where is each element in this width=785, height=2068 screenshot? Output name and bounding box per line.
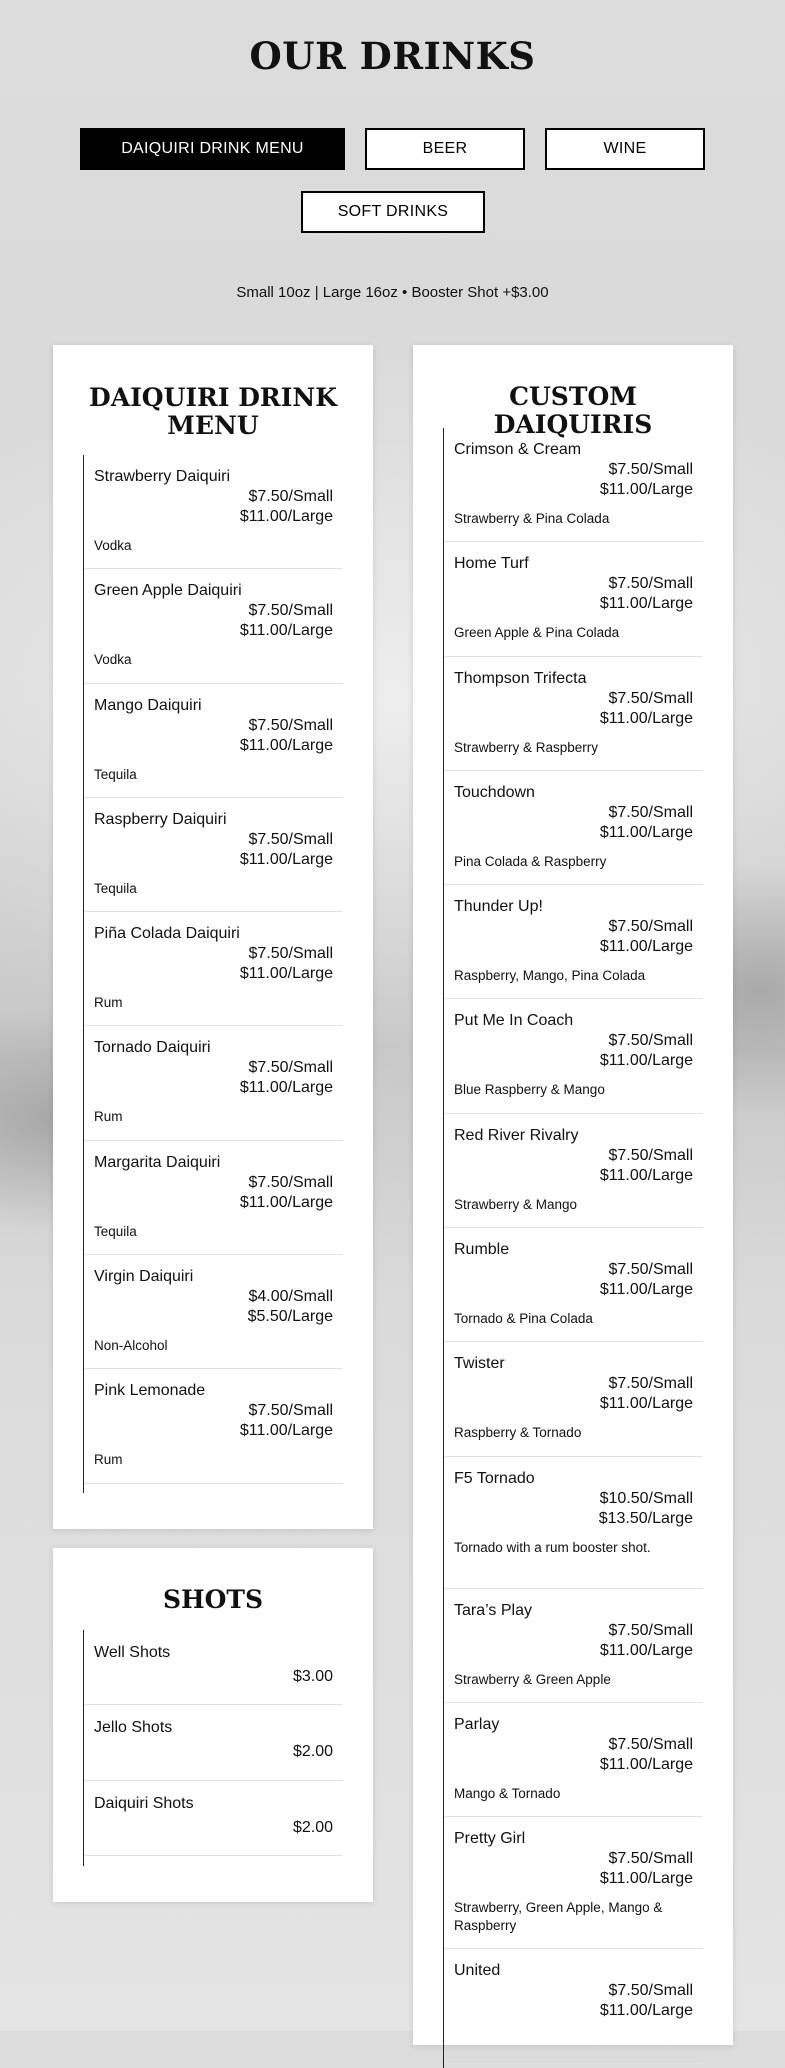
menu-item-price-small: $7.50/Small [608, 1146, 693, 1164]
menu-item-name: Pink Lemonade [94, 1382, 206, 1400]
menu-item-price-large: $11.00/Large [599, 709, 693, 727]
menu-item [444, 1342, 703, 1456]
shots-card [53, 1548, 373, 1902]
menu-item [444, 657, 703, 771]
shots-title: SHOTS [162, 1585, 264, 1614]
custom-daiquiris-card [413, 345, 733, 2045]
size-note: Small 10oz | Large 16oz • Booster Shot +$3.00 [236, 284, 549, 301]
menu-item-price-large: $11.00/Large [599, 1870, 693, 1888]
menu-item [84, 798, 343, 912]
menu-item-description: Tequila [94, 1223, 137, 1239]
menu-item-description: Mango & Tornado [454, 1785, 561, 1801]
menu-item-price-small: $7.50/Small [608, 918, 693, 936]
menu-item-name: Crimson & Cream [454, 441, 582, 458]
menu-item-price-small: $7.50/Small [608, 1982, 693, 2000]
menu-item-name: Touchdown [454, 783, 535, 801]
menu-item-description: Rum [94, 1452, 123, 1468]
menu-item-price-large: $11.00/Large [239, 736, 333, 754]
menu-item-price-large: $11.00/Large [239, 850, 333, 868]
menu-item [84, 1255, 343, 1369]
menu-item-price-large: $11.00/Large [599, 1395, 693, 1413]
menu-item-price-small: $7.50/Small [608, 1261, 693, 1279]
menu-item-name: Margarita Daiquiri [94, 1153, 221, 1171]
menu-item-description: Tornado with a rum booster shot. [454, 1539, 651, 1555]
menu-item-price: $2.00 [292, 1743, 333, 1761]
menu-item-name: Virgin Daiquiri [94, 1268, 194, 1286]
menu-item-price-large: $11.00/Large [239, 622, 333, 640]
tab-daiquiri-drink-menu[interactable]: DAIQUIRI DRINK MENU [80, 128, 345, 170]
menu-item-price-large: $11.00/Large [239, 1079, 333, 1097]
menu-item [84, 1141, 343, 1255]
menu-item [84, 1026, 343, 1140]
menu-item-name: Raspberry Daiquiri [94, 810, 227, 828]
menu-item [84, 569, 343, 683]
menu-item-description: Strawberry & Mango [454, 1196, 578, 1212]
menu-item-price-large: $13.50/Large [598, 1509, 693, 1527]
menu-item-price-small: $4.00/Small [248, 1288, 333, 1306]
menu-item-price-small: $7.50/Small [608, 1850, 693, 1868]
menu-item-name: Green Apple Daiquiri [94, 582, 242, 600]
menu-item [444, 1703, 703, 1817]
menu-item-description: Strawberry & Pina Colada [454, 511, 610, 526]
menu-item-price-large: $11.00/Large [599, 1281, 693, 1299]
menu-item-price-small: $7.50/Small [608, 1032, 693, 1050]
tab-soft-drinks[interactable]: SOFT DRINKS [301, 191, 485, 233]
menu-item-description: Rum [94, 1109, 123, 1125]
menu-item-price-small: $7.50/Small [608, 1621, 693, 1639]
menu-item-price-large: $11.00/Large [599, 1755, 693, 1773]
tab-wine[interactable]: WINE [545, 128, 705, 170]
menu-item-name: Twister [454, 1355, 505, 1373]
menu-item-price-large: $11.00/Large [599, 938, 693, 956]
menu-item-description: Strawberry & Raspberry [454, 739, 599, 755]
menu-item-price-small: $7.50/Small [248, 1173, 333, 1191]
menu-item-name: Tornado Daiquiri [94, 1039, 211, 1057]
menu-item-price-small: $7.50/Small [608, 803, 693, 821]
menu-item-price-large: $11.00/Large [239, 508, 333, 525]
menu-item [444, 1114, 703, 1228]
menu-item-name: Thunder Up! [454, 898, 543, 916]
menu-item-description: Blue Raspberry & Mango [454, 1082, 605, 1098]
menu-item-description: Raspberry & Tornado [454, 1425, 582, 1441]
menu-item-name: Home Turf [454, 555, 529, 573]
menu-item [84, 684, 343, 798]
menu-item [84, 1630, 343, 1705]
menu-item-name: Pretty Girl [454, 1830, 526, 1848]
custom-daiquiris-title: CUSTOM DAIQUIRIS [493, 382, 653, 439]
menu-item [444, 1457, 703, 1589]
menu-item-price-small: $7.50/Small [248, 602, 333, 620]
menu-item-description: Strawberry, Green Apple, Mango & Raspberry [454, 1900, 663, 1934]
menu-item-price-small: $7.50/Small [608, 1735, 693, 1753]
menu-item-price-small: $7.50/Small [608, 575, 693, 593]
menu-item-name: Strawberry Daiquiri [94, 468, 231, 485]
menu-item [84, 455, 343, 569]
menu-item [444, 1589, 703, 1703]
daiquiri-menu-title: DAIQUIRI DRINK MENU [89, 383, 337, 440]
menu-item-price-large: $11.00/Large [599, 2002, 693, 2020]
menu-item-description: Rum [94, 995, 123, 1011]
menu-item-price-small: $7.50/Small [248, 1059, 333, 1077]
menu-item-description: Vodka [94, 538, 132, 553]
daiquiri-menu-card [53, 345, 373, 1529]
menu-item [444, 1228, 703, 1342]
menu-item-price-small: $7.50/Small [248, 830, 333, 848]
menu-item-name: Rumble [454, 1241, 510, 1259]
menu-item-description: Tequila [94, 880, 137, 896]
menu-item-description: Strawberry & Green Apple [454, 1671, 611, 1687]
menu-item-price: $3.00 [292, 1668, 333, 1685]
menu-item-price-large: $11.00/Large [239, 965, 333, 983]
menu-item-name: Jello Shots [94, 1719, 173, 1737]
menu-item-description: Vodka [94, 652, 132, 668]
menu-item [84, 1705, 343, 1780]
menu-item-price-large: $11.00/Large [599, 595, 693, 613]
menu-item-name: Parlay [454, 1715, 500, 1733]
menu-item-description: Green Apple & Pina Colada [454, 625, 620, 641]
menu-item-price-large: $11.00/Large [599, 1641, 693, 1659]
page-title: OUR DRINKS [249, 34, 536, 78]
menu-item-price-small: $7.50/Small [248, 716, 333, 734]
menu-item-name: Thompson Trifecta [454, 669, 587, 687]
menu-item-price-small: $7.50/Small [248, 945, 333, 963]
menu-item [444, 885, 703, 999]
menu-item-price-large: $11.00/Large [599, 481, 693, 498]
menu-item-name: Mango Daiquiri [94, 696, 202, 714]
menu-item-price-large: $11.00/Large [239, 1193, 333, 1211]
menu-item [444, 1817, 703, 1949]
menu-item-price-large: $11.00/Large [599, 1052, 693, 1070]
menu-item [444, 1949, 703, 2063]
menu-item [444, 771, 703, 885]
menu-item-price-small: $7.50/Small [248, 488, 333, 505]
menu-item [84, 1781, 343, 1856]
menu-item-price-large: $11.00/Large [599, 823, 693, 841]
menu-item-description: Raspberry, Mango, Pina Colada [454, 968, 646, 984]
menu-item-description: Tornado & Pina Colada [454, 1311, 593, 1327]
menu-item-price-small: $7.50/Small [608, 461, 693, 478]
menu-item-name: Tara’s Play [454, 1601, 532, 1619]
menu-item-name: Daiquiri Shots [94, 1794, 194, 1812]
menu-item-description: Non-Alcohol [94, 1338, 168, 1354]
menu-item-price-small: $7.50/Small [608, 1375, 693, 1393]
menu-item-price: $2.00 [292, 1818, 333, 1836]
menu-item [444, 428, 703, 542]
menu-item-price-large: $5.50/Large [247, 1308, 333, 1326]
menu-item [444, 542, 703, 656]
menu-item-name: Piña Colada Daiquiri [94, 925, 240, 943]
shots-list [83, 1630, 343, 1866]
menu-item-description [454, 2031, 693, 2043]
menu-item-name: Well Shots [94, 1644, 171, 1661]
menu-item-price-small: $7.50/Small [608, 689, 693, 707]
menu-item [84, 912, 343, 1026]
menu-item-name: Put Me In Coach [454, 1012, 574, 1030]
custom-daiquiris-list [443, 428, 703, 2068]
menu-item-name: United [454, 1962, 501, 1980]
menu-item-price-small: $10.50/Small [599, 1489, 693, 1507]
menu-item-name: Red River Rivalry [454, 1126, 579, 1144]
menu-item-price-large: $11.00/Large [599, 1166, 693, 1184]
menu-item-price-large: $11.00/Large [239, 1422, 333, 1440]
menu-item [84, 1369, 343, 1483]
menu-item-name: F5 Tornado [454, 1469, 535, 1487]
menu-item-price-small: $7.50/Small [248, 1402, 333, 1420]
menu-item [444, 999, 703, 1113]
tab-beer[interactable]: BEER [365, 128, 525, 170]
menu-item-description: Pina Colada & Raspberry [454, 853, 607, 869]
daiquiri-menu-list [83, 455, 343, 1493]
menu-item-description: Tequila [94, 766, 137, 782]
